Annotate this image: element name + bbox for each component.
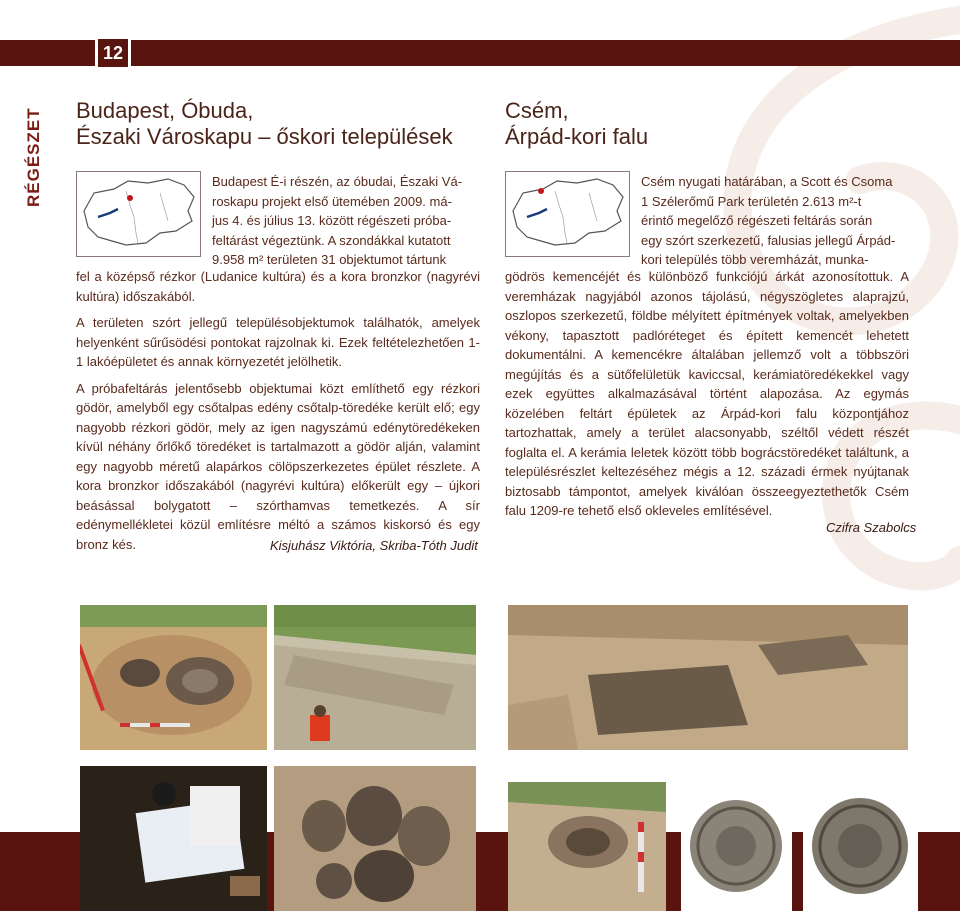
- left-signature: Kisjuhász Viktória, Skriba-Tóth Judit: [270, 538, 478, 553]
- left-intro-line: feltárást végeztünk. A szondákkal kutatott: [212, 232, 451, 248]
- left-intro-line: roskapu projekt első ütemében 2009. má-: [212, 193, 452, 209]
- right-title-line2: Árpád-kori falu: [505, 124, 649, 149]
- left-intro-line: jus 4. és július 13. között régészeti próba-: [212, 213, 452, 228]
- right-signature: Czifra Szabolcs: [826, 520, 917, 535]
- left-body: [76, 267, 480, 561]
- excavation-pit-photo: [80, 605, 267, 750]
- left-intro-line: Budapest É-i részén, az óbudai, Északi Vá-: [212, 174, 463, 189]
- left-article-title: [76, 98, 496, 150]
- oven-excavation-photo: [508, 782, 666, 911]
- sunken-house-floor-photo: [508, 605, 908, 750]
- left-paragraph-2: A területen szórt jellegű településobjektumok találhatók, amelyek helyenként sűrűsödési pontokat rajzolnak ki. Ezek feltételezhetően 1-1 lakóépületet és annak környezetét jelölhetik.: [76, 315, 480, 369]
- right-intro-line: kori település több veremházát, munka-: [641, 252, 869, 267]
- right-title-line1: Csém,: [505, 98, 569, 123]
- top-header-bar: [0, 40, 960, 66]
- left-paragraph-3: A próbafeltárás jelentősebb objektumai közt említhető egy rézkori gödör, amelyből egy csőtalpas edény csőtalp-töredéke került elő; egy nagyobb rézkori gödör, mely az igen nagyszámú edénytöredékeken kívül néhány őrlőkő töredéket is tartalmazott a gödör alján, valamint egy nagyobb méretű alapárkos cölöpszerkezetes épület részlete. A kora bronzkor időszakából (nagyrévi kultúra) előkerült egy – újkori beásással bolygatott – szórthamvas temetkezés. A sír edénymellékletei közül említésre méltó a számos kiskorsó és egy bronz kés.: [76, 380, 480, 552]
- right-intro-line: egy szórt szerkezetű, falusias jellegű Árpád-: [641, 232, 896, 248]
- left-title-line1: Budapest, Óbuda,: [76, 98, 254, 123]
- right-intro-lines: [641, 172, 909, 270]
- left-intro-line: 9.958 m² területen 31 objektumot tártunk: [212, 252, 447, 267]
- right-intro-tail: gödrös kemencéjét és különböző funkciójú árkát azonosítottuk. A veremházak nagyjából azonos tájolású, négyszögletes alaprajzú, oszlopos szerkezetű, földbe mélyített építmények voltak, amelyekben vékony, tapasztott padlóréteget és épített kemencét lehetett dokumentálni. A kemencékre általában jellemző volt a többszöri megújítás és a sütőfelületük kaviccsal, kerámiatöredékekkel vagy ezek együttes alkalmazásával történt alapozása. Az egymás közelében feltárt épületek az Árpád-kori falu központjához tartozhattak, amely a terület alacsonyabb, széltől védett részét foglalta el. A kerámia leletek között több bográcstöredéket találtunk, a településrészlet keltezéséhez mégis a 12. századi érmek nyújtanak biztosabb támpontot, amelyek kiválóan összeegyeztethetők Csém falu 1209-re tehető első okleveles említésével.: [505, 269, 909, 518]
- left-location-map: [76, 171, 201, 257]
- burial-vessels-photo: [274, 766, 476, 911]
- archaeologist-drawing-photo: [80, 766, 267, 911]
- right-body: [505, 267, 909, 528]
- left-title-line2: Északi Városkapu – őskori települések: [76, 124, 453, 149]
- right-article-title: [505, 98, 905, 150]
- coin-obverse-photo: [681, 782, 792, 911]
- left-intro-tail: fel a középső rézkor (Ludanice kultúra) és a kora bronzkor (nagyrévi kultúra) időszakából.: [76, 269, 480, 304]
- right-location-map: [505, 171, 630, 257]
- trench-landscape-photo: [274, 605, 476, 750]
- right-intro-line: érintő megelőző régészeti feltárás során: [641, 213, 873, 228]
- left-intro-lines: [212, 172, 480, 270]
- page-number: 12: [95, 36, 131, 70]
- section-label: RÉGÉSZET: [24, 107, 43, 207]
- right-intro-line: Csém nyugati határában, a Scott és Csoma: [641, 174, 893, 189]
- right-intro-line: 1 Szélerőmű Park területén 2.613 m²-t: [641, 193, 862, 209]
- coin-reverse-photo: [803, 782, 918, 911]
